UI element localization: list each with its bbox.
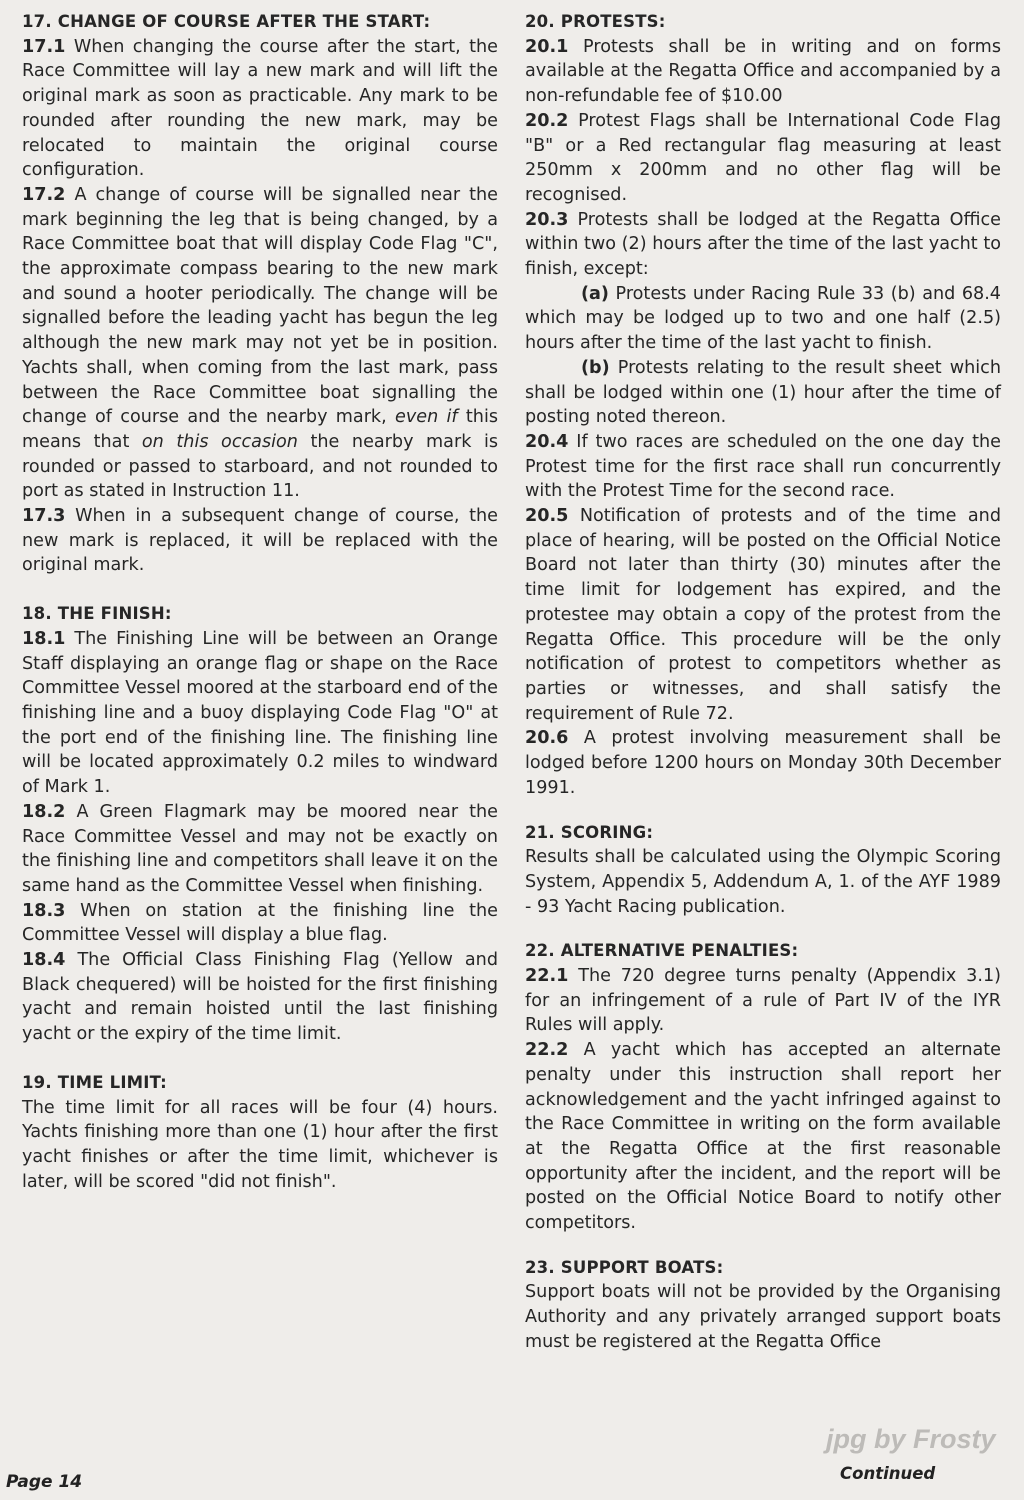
heading-18: 18. THE FINISH: — [22, 604, 172, 624]
paragraph-20-3: 20.3 Protests shall be lodged at the Regatta Office within two (2) hours after the time of the last yacht to finish, except: — [525, 209, 1002, 280]
paragraph-20-3-a: (a) Protests under Racing Rule 33 (b) and 68.4 which may be lodged up to two and one half (2.5) hours after the time of the last yacht to finish. — [525, 283, 1001, 354]
paragraph-18-4: 18.4 The Official Class Finishing Flag (Yellow and Black chequered) will be hoisted for the first finishing yacht and remain hoisted until the last finishing yacht or the expiry of the time limit. — [22, 950, 498, 1045]
heading-22: 22. ALTERNATIVE PENALTIES: — [525, 941, 799, 961]
heading-17: 17. CHANGE OF COURSE AFTER THE START: — [22, 12, 431, 31]
paragraph-20-3-b: (b) Protests relating to the result sheet which shall be lodged within one (1) hour after the time of posting noted thereon. — [525, 357, 1002, 428]
right-column — [525, 10, 1001, 1355]
paragraph-21: Results shall be calculated using the Olympic Scoring System, Appendix 5, Addendum A, 1. of the AYF 1989 - 93 Yacht Racing publication. — [525, 847, 1001, 917]
paragraph-17-2: 17.2 A change of course will be signalled near the mark beginning the leg that is being changed, by a Race Committee boat that will display Code Flag "C", the approximate compass bearing to the new mark and sound a hooter periodically. The change will be signalled before the leading yacht has begun the leg although the new mark may not yet be in position. Yachts shall, when coming from the last mark, pass between the Race Committee boat signalling the change of course and the nearby mark, even if this means that on this occasion the nearby mark is rounded or passed to starboard, and not rounded to port as stated in Instruction 11. — [22, 184, 499, 502]
paragraph-18-1: 18.1 The Finishing Line will be between an Orange Staff displaying an orange flag or shape on the Race Committee Vessel moored at the starboard end of the finishing line and a buoy displaying Code Flag "O" at the port end of the finishing line. The finishing line will be located approximately 0.2 miles to windward of Mark 1. — [22, 628, 499, 798]
paragraph-17-3: 17.3 When in a subsequent change of course, the new mark is replaced, it will be replaced with the original mark. — [22, 506, 498, 576]
paragraph-17-1: 17.1 When changing the course after the start, the Race Committee will lay a new mark and will lift the original mark as soon as practicable. Any mark to be rounded after rounding the new mark, may be relocated to maintain the original course configuration. — [22, 36, 498, 181]
paragraph-20-6: 20.6 A protest involving measurement shall be lodged before 1200 hours on Monday 30th December 1991. — [525, 728, 1002, 798]
paragraph-22-2: 22.2 A yacht which has accepted an alternate penalty under this instruction shall report her acknowledgement and the yacht infringed against to the Race Committee in writing on the form available at the Regatta Office at the first reasonable opportunity after the incident, and the report will be posted on the Official Notice Board to notify other competitors. — [525, 1040, 1001, 1234]
heading-20: 20. PROTESTS: — [525, 12, 666, 31]
paragraph-18-3: 18.3 When on station at the finishing line the Committee Vessel will display a blue flag. — [22, 900, 498, 946]
paragraph-23: Support boats will not be provided by the Organising Authority and any privately arranged support boats must be registered at the Regatta Office — [525, 1282, 1001, 1352]
heading-23: 23. SUPPORT BOATS: — [525, 1257, 724, 1277]
left-column — [22, 10, 498, 1194]
heading-21: 21. SCORING: — [525, 822, 654, 842]
paragraph-20-1: 20.1 Protests shall be in writing and on forms available at the Regatta Office and accompanied by a non-refundable fee of $10.00 — [525, 36, 1001, 107]
paragraph-20-5: 20.5 Notification of protests and of the time and place of hearing, will be posted on the Official Notice Board not later than thirty (30) minutes after the time limit for lodgement has expired, and the protestee may obtain a copy of the protest from the Regatta Office. This procedure will be the only notification of protest to competitors whether as parties or witnesses, and shall satisfy the requirement of Rule 72. — [525, 506, 1002, 724]
paragraph-20-4: 20.4 If two races are scheduled on the one day the Protest time for the first race shall run concurrently with the Protest Time for the second race. — [525, 431, 1001, 502]
paragraph-22-1: 22.1 The 720 degree turns penalty (Appendix 3.1) for an infringement of a rule of Part IV of the IYR Rules will apply. — [525, 966, 1001, 1036]
watermark-text: jpg by Frosty — [826, 1424, 996, 1454]
continued-label: Continued — [840, 1464, 936, 1483]
paragraph-19: The time limit for all races will be four (4) hours. Yachts finishing more than one (1) hour after the first yacht finishes or after the time limit, whichever is later, will be scored "did not finish". — [22, 1097, 498, 1192]
heading-19: 19. TIME LIMIT: — [22, 1072, 167, 1092]
page-number: Page 14 — [6, 1472, 83, 1492]
paragraph-18-2: 18.2 A Green Flagmark may be moored near the Race Committee Vessel and may not be exactly on the finishing line and competitors shall leave it on the same hand as the Committee Vessel when finishing. — [22, 801, 498, 896]
paragraph-20-2: 20.2 Protest Flags shall be International Code Flag "B" or a Red rectangular flag measuring at least 250mm x 200mm and no other flag will be recognised. — [525, 110, 1002, 205]
